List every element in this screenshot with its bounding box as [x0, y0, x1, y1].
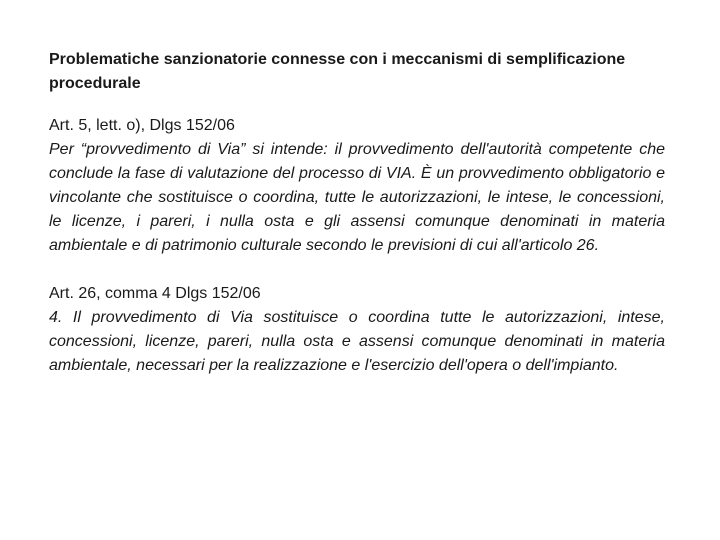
section2-text: 4. Il provvedimento di Via sostituisce o coordina tutte le autorizzazioni, intese, concessioni, licenze, pareri, nulla osta e assensi comunque denominati in materia ambientale, necessari per la realizzazione e l'esercizio dell'opera o dell'impianto.: [49, 309, 665, 374]
section1-text: Per “provvedimento di Via” si intende: il provvedimento dell'autorità competente che conclude la fase di valutazione del processo di VIA. È un provvedimento obbligatorio e vincolante che sostituisce o coordina, tutte le autorizzazioni, le intese, le concessioni, le licenze, i pareri, i nulla osta e gli assensi comunque denominati in materia ambientale e di patrimonio culturale secondo le previsioni di cui all'articolo 26.: [49, 141, 665, 254]
slide-title: Problematiche sanzionatorie connesse con i meccanismi di semplificazione procedurale: [49, 51, 626, 92]
section-spacer: [49, 258, 665, 282]
section2-reference: Art. 26, comma 4 Dlgs 152/06: [49, 285, 261, 302]
slide-content: [49, 48, 665, 378]
section1-reference: Art. 5, lett. o), Dlgs 152/06: [49, 117, 235, 134]
